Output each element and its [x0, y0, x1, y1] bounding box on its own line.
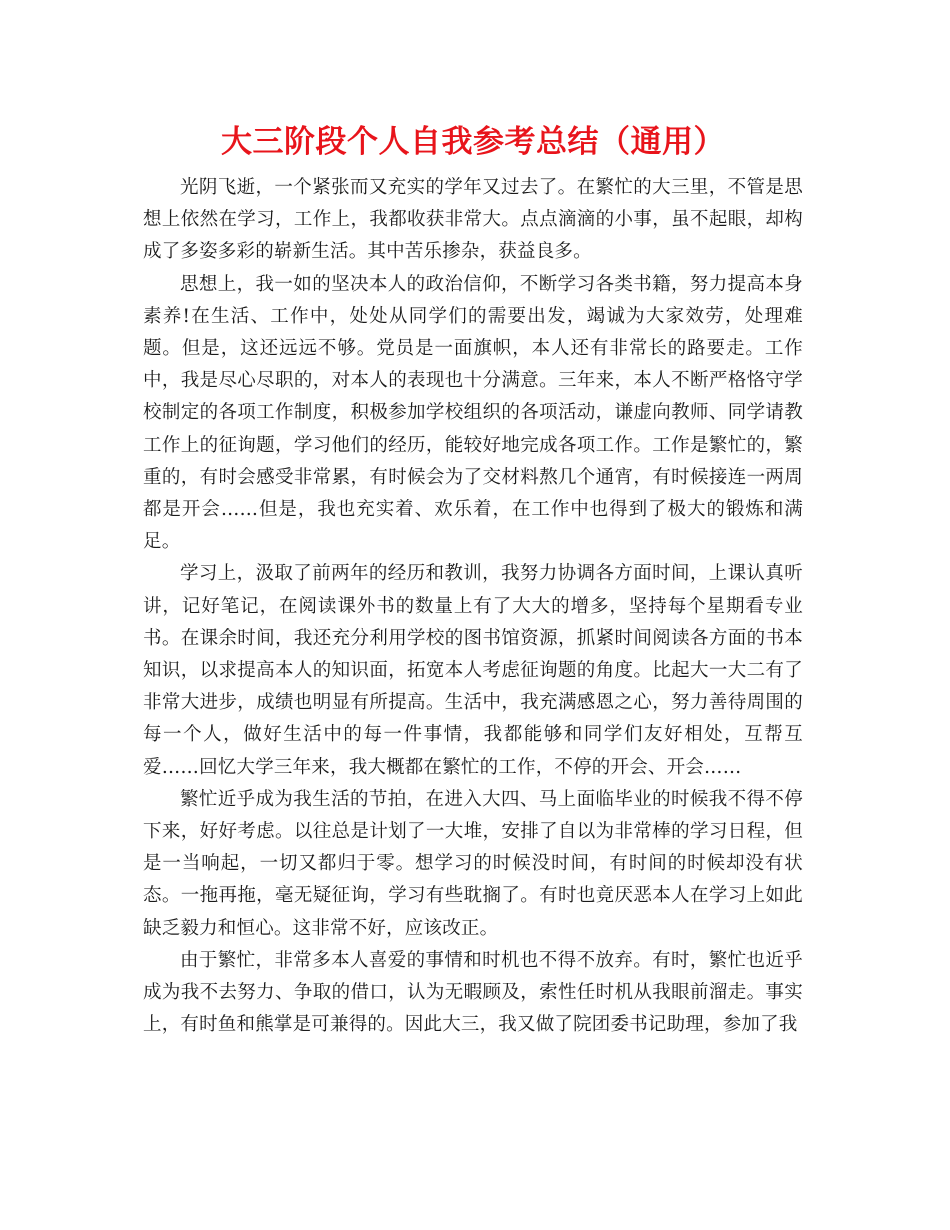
paragraph-2: 思想上，我一如的坚决本人的政治信仰，不断学习各类书籍，努力提高本身素养!在生活、工作中，处处从同学们的需要出发，竭诚为大家效劳，处理难题。但是，这还远远不够。党员是一面旗帜，本人还有非常长的路要走。工作中，我是尽心尽职的，对本人的表现也十分满意。三年来，本人不断严格恪守学校制定的各项工作制度，积极参加学校组织的各项活动，谦虚向教师、同学请教工作上的征询题，学习他们的经历，能较好地完成各项工作。工作是繁忙的，繁重的，有时会感受非常累，有时候会为了交材料熬几个通宵，有时候接连一两周都是开会……但是，我也充实着、欢乐着，在工作中也得到了极大的锻炼和满足。 [143, 273, 803, 553]
paragraph-5: 由于繁忙，非常多本人喜爱的事情和时机也不得不放弃。有时，繁忙也近乎成为我不去努力、争取的借口，认为无暇顾及，索性任时机从我眼前溜走。事实上，有时鱼和熊掌是可兼得的。因此大三，我又做了院团委书记助理，参加了我 [143, 949, 803, 1036]
document-page [143, 118, 803, 1041]
paragraph-1: 光阴飞逝，一个紧张而又充实的学年又过去了。在繁忙的大三里，不管是思想上依然在学习，工作上，我都收获非常大。点点滴滴的小事，虽不起眼，却构成了多姿多彩的崭新生活。其中苦乐掺杂，获益良多。 [143, 177, 803, 263]
paragraph-3: 学习上，汲取了前两年的经历和教训，我努力协调各方面时间，上课认真听讲，记好笔记，在阅读课外书的数量上有了大大的增多，坚持每个星期看专业书。在课余时间，我还充分利用学校的图书馆资源，抓紧时间阅读各方面的书本知识，以求提高本人的知识面，拓宽本人考虑征询题的角度。比起大一大二有了非常大进步，成绩也明显有所提高。生活中，我充满感恩之心，努力善待周围的每一个人，做好生活中的每一件事情，我都能够和同学们友好相处，互帮互爱……回忆大学三年来，我大概都在繁忙的工作，不停的开会、开会…… [143, 563, 803, 778]
document-title: 大三阶段个人自我参考总结（通用） [221, 124, 725, 160]
paragraph-4: 繁忙近乎成为我生活的节拍，在进入大四、马上面临毕业的时候我不得不停下来，好好考虑。以往总是计划了一大堆，安排了自以为非常棒的学习日程，但是一当响起，一切又都归于零。想学习的时候没时间，有时间的时候却没有状态。一拖再拖，毫无疑征询，学习有些耽搁了。有时也竟厌恶本人在学习上如此缺乏毅力和恒心。这非常不好，应该改正。 [143, 788, 803, 939]
